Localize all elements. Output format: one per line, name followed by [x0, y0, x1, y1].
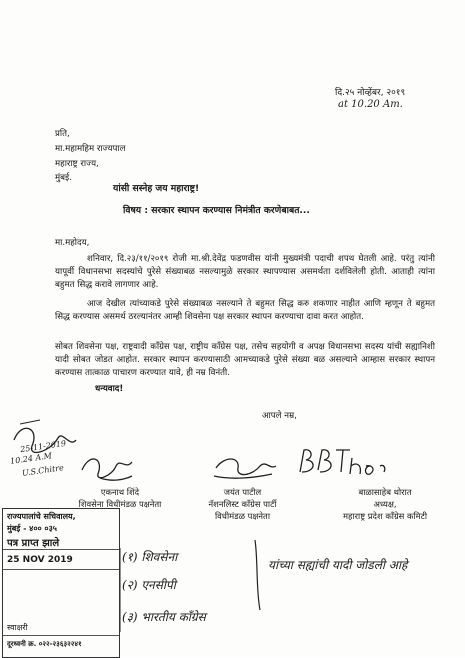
stamp-line2: मुंबई - ४०० ०३५ — [7, 524, 57, 533]
signatory-1-role: शिवसेना विधीमंडळ पक्षनेता — [78, 499, 162, 509]
recipient-state: महाराष्ट्र राज्य, — [55, 159, 99, 169]
stamp-phone: दूरध्वनी क्र. ०२२-२३६३२२४१ — [7, 640, 82, 648]
letter-date: दि.२५ नोव्हेंबर, २०१९ — [335, 88, 406, 98]
signatory-2-role1: नॅशनलिस्ट काँग्रेस पार्टी — [208, 499, 277, 509]
received-initials: U.S.Chitre — [21, 463, 65, 478]
stamp-date: 25 NOV 2019 — [7, 555, 73, 565]
recipient-city: मुंबई. — [55, 173, 72, 183]
signatory-2-name: जयंत पाटील — [223, 487, 262, 497]
receipt-stamp — [2, 508, 120, 658]
annotation-list-1: (१) शिवसेना — [122, 550, 178, 564]
paragraph-2: आज देखील त्यांच्याकडे पुरेसे संख्याबळ नसल्याने ते बहुमत सिद्ध करु शकणार नाहीत आणि म्हणून ते बहुमत सिद्ध करण्यास असमर्थ ठरल्यानंतर आम्ही शिवसेना पक्ष सरकार स्थापन करण्याचा दावा करत आहोत. — [55, 299, 435, 323]
signatory-3-role1: अध्यक्ष, — [373, 499, 397, 509]
signatory-3-role2: महाराष्ट्र प्रदेश काँग्रेस कमिटी — [343, 511, 427, 521]
subject-line: विषय : सरकार स्थापन करण्यास निमंत्रीत करणेबाबत... — [123, 205, 310, 216]
signatory-1 — [60, 486, 180, 510]
stamp-sign-label: स्वाक्षरी — [7, 623, 28, 632]
signatory-3-name: बाळासाहेब थोरात — [358, 487, 412, 497]
received-time-note: 10.24 A.M — [9, 451, 53, 466]
signatory-1-name: एकनाथ शिंदे — [100, 487, 140, 497]
signatory-2-role2: विधीमंडळ पक्षनेता — [214, 511, 270, 521]
annotation-list-3: (३) भारतीय काँग्रेस — [122, 610, 206, 624]
stamp-line1: राज्यपालांचे सचिवालय, — [7, 512, 76, 521]
annotation-note: यांच्या सह्यांची यादी जोडली आहे — [268, 558, 408, 572]
signatory-2 — [185, 486, 300, 522]
received-date-note: 25-11-2019 — [19, 438, 67, 455]
thanks: धन्यवाद! — [95, 384, 124, 394]
paragraph-1: शनिवार, दि.२३/११/२०१९ रोजी मा.श्री.देवेंद्र फडणवीस यांनी मुख्यमंत्री पदाची शपथ घेतली आहे. परंतु त्यांनी यापूर्वी विधानसभा सदस्यांचे पुरेसे संख्याबळ नसल्यामुळे सरकार स्थापण्यास असमर्थता दर्शविलेली होती. आताही त्यांना बहुमत सिद्ध करावे लागणार आहे. — [55, 254, 435, 291]
signatory-3 — [310, 486, 460, 522]
closing: आपले नम्र, — [262, 411, 297, 421]
salutation: मा.महोदय, — [55, 238, 90, 248]
greeting: यांसी सस्नेह जय महाराष्ट्र! — [113, 183, 200, 194]
stamp-line3: पत्र प्राप्त झाले — [7, 538, 60, 549]
recipient-name: मा.महामहिम राज्यपाल — [55, 144, 126, 154]
handwritten-time: at 10.20 Am. — [338, 99, 403, 110]
paragraph-3: सोबत शिवसेना पक्ष, राष्ट्रवादी काँग्रेस पक्ष, राष्ट्रीय काँग्रेस पक्ष, तसेच सहयोगी व अपक्ष विधानसभा सदस्य यांची सह्यानिशी यादी सोबत जोडत आहोत. सरकार स्थापन करण्यासाठी आमच्याकडे पुरेसे संख्या बळ असल्याने आम्हास सरकार स्थापन करण्यास तात्काळ पाचारण करण्यात यावे, ही नम्र विनंती. — [55, 342, 435, 379]
recipient-prati: प्रति, — [55, 129, 70, 139]
annotation-list-2: (२) एनसीपी — [122, 578, 176, 592]
